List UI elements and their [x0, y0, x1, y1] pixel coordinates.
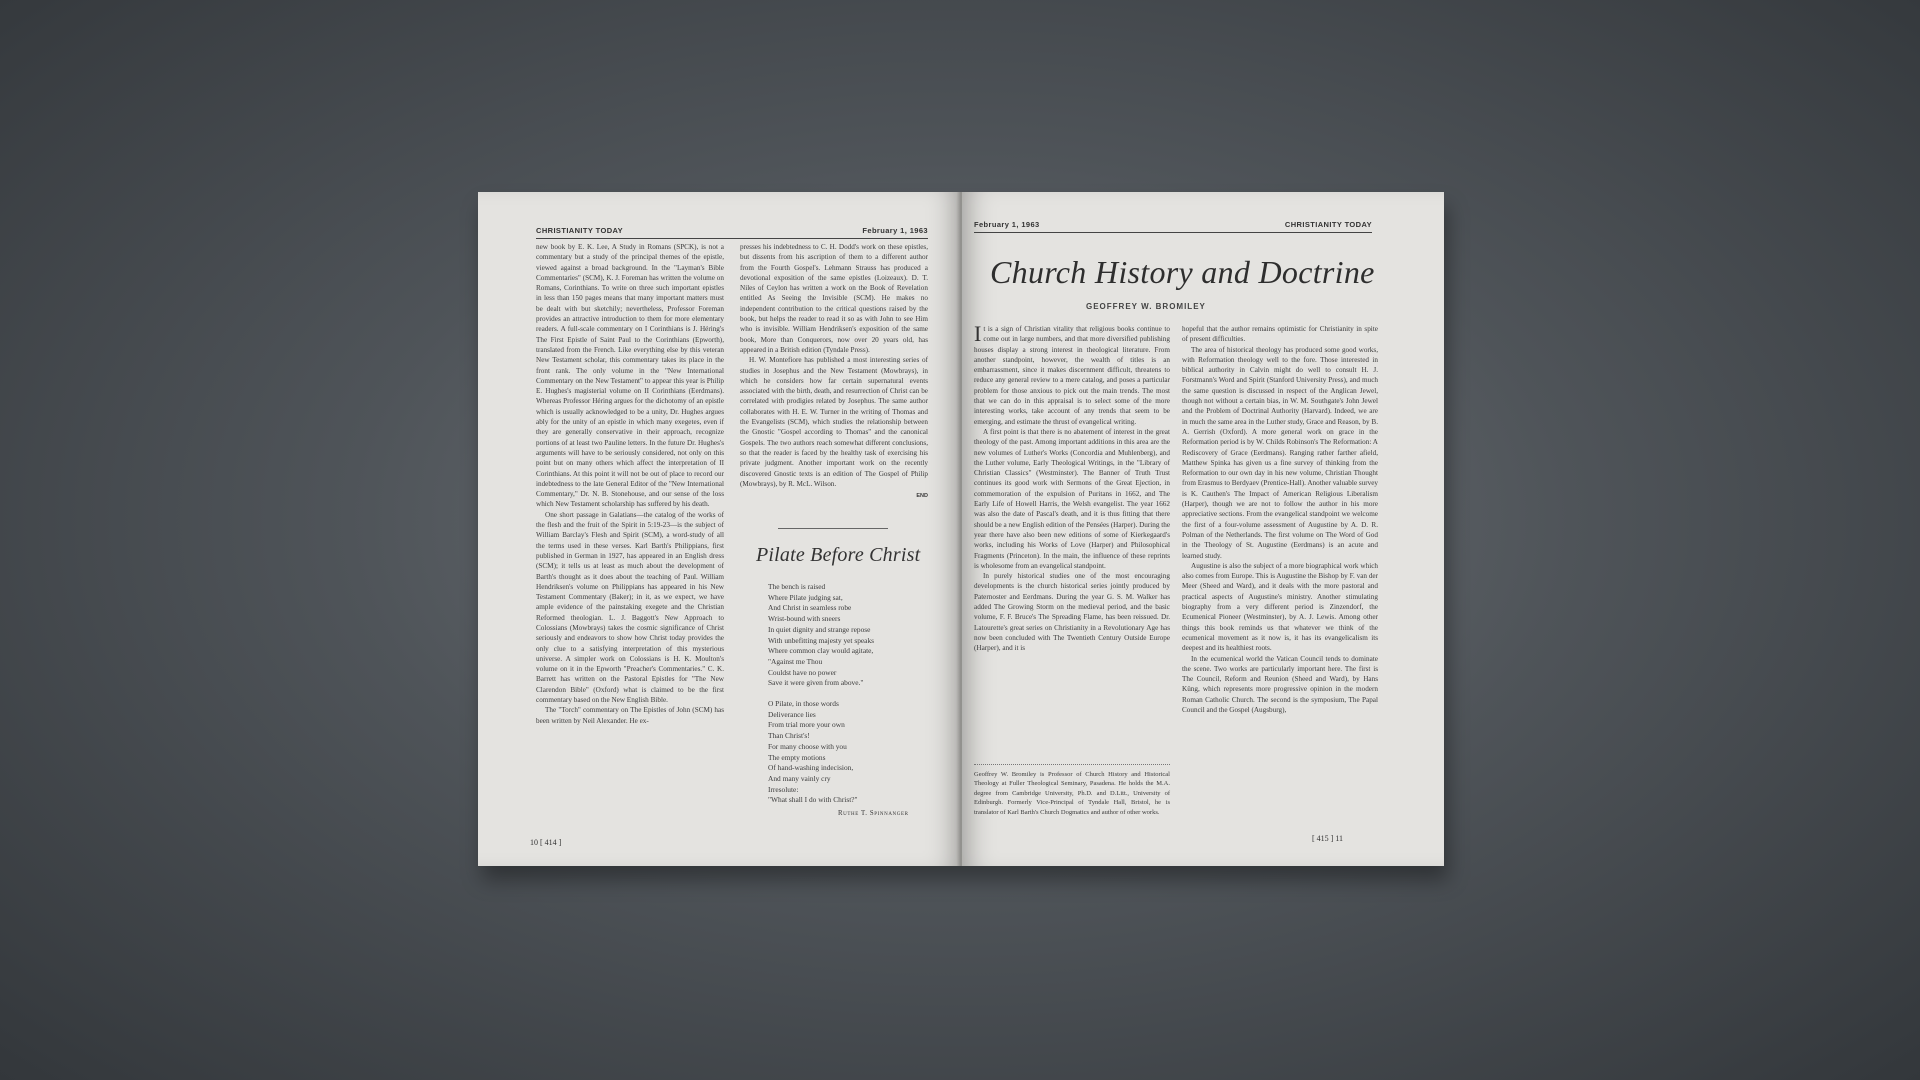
poem-line: And Christ in seamless robe [768, 603, 852, 613]
right-col2-para: The area of historical theology has produced some good works, with Reformation theology well to the fore. Those interested in biblical authority in Calvin might do well to consult H. J. Forstmann's Word and Spirit (Stanford University Press), and much the same question is discussed in respect of the Anglican Jewel, though not without a certain bias, in W. M. Southgate's John Jewel and the Problem of Doctrinal Authority (Harvard). Indeed, we are in much the same area in the Luther study, Grace and Reason, by B. A. Gerrish (Oxford). A more general work on grace in the Reformation period is by W. Childs Robinson's The Reformation: A Rediscovery of Grace (Eerdmans). Ranging rather farther afield, Matthew Spinka has given us a fine survey of thinking from the Reformation to our own day in his new volume, Christian Thought from Erasmus to Berdyaev (Prentice-Hall). Another valuable survey is K. Cauthen's The Impact of American Religious Liberalism (Harper), though we are not to follow the author in his more appreciative sections. From the evangelical standpoint we welcome the first of a four-volume assessment of Augustine by A. D. R. Polman of the Netherlands. The first volume on The Word of God in the Theology of St. Augustine (Eerdmans) is an acute and learned study. [1182, 345, 1378, 560]
poem-line: In quiet dignity and strange repose [768, 624, 871, 634]
poem-separator-rule [778, 528, 888, 529]
left-page [478, 192, 960, 866]
poem-line: Save it were given from above." [768, 678, 864, 688]
poem-line: For many choose with you [768, 741, 847, 751]
left-column-2 [740, 242, 928, 500]
article-byline: GEOFFREY W. BROMILEY [1086, 302, 1206, 311]
right-running-head-magazine: CHRISTIANITY TODAY [1284, 220, 1372, 229]
right-col2-para: hopeful that the author remains optimistic for Christianity in spite of present difficulties. [1182, 325, 1378, 344]
left-col1-para: One short passage in Galatians—the catalog of the works of the flesh and the fruit of the Spirit in 5:19-23—is the subject of William Barclay's Flesh and Spirit (SCM), a word-study of all the terms used in these verses. Karl Barth's Philippians, first published in German in 1927, has appeared in an English dress (SCM); it tells us at least as much about the development of Barth's thought as it does about the teaching of Paul. William Hendriksen's volume on Philippians has appeared in his New Testament Commentary (Baker); in it, as we expect, we have ample evidence of the painstaking exegete and the Christian Reformed theologian. L. J. Baggott's New Approach to Colossians (Mowbrays) takes the cosmic significance of Christ seriously and endeavors to show how Christ today provides the only clue to a satisfying interpretation of this mysterious universe. A simpler work on Colossians is H. K. Moulton's volume on it in the Epworth "Preacher's Commentaries." C. K. Barrett has written on the Pastoral Epistles for "The New Clarendon Bible" (Oxford) what is claimed to be the first commentary based on the New English Bible. [536, 510, 724, 705]
author-bio: Geoffrey W. Bromiley is Professor of Church History and Historical Theology at Fuller Theological Seminary, Pasadena. He holds the M.A. degree from Cambridge University, Ph.D. and D.Litt., University of Edinburgh. Formerly Vice-Principal of Tyndale Hall, Bristol, he is translator of Karl Barth's Church Dogmatics and author of other works. [974, 771, 1170, 816]
right-column-1 [974, 321, 1171, 734]
poem-line: "What shall I do with Christ?" [768, 795, 858, 805]
right-page [962, 192, 1444, 866]
poem-line: Where common clay would agitate, [768, 646, 874, 656]
right-col1-para: In purely historical studies one of the most encouraging developments is the church historical series jointly produced by Paternoster and Eerdmans. During the year G. S. M. Walker has added The Growing Storm on the medieval period, and the basic volume, F. F. Bruce's The Spreading Flame, has been reissued. Dr. Latourette's great series on Christianity in a Revolutionary Age has now been concluded with The Twentieth Century Outside Europe (Harper), and it is [974, 572, 1170, 653]
left-col1-para: new book by E. K. Lee, A Study in Romans (SPCK), is not a commentary but a study of the principal themes of the epistle, viewed against a broad background. In the "Layman's Bible Commentaries" (SCM), K. J. Foreman has written the volume on Romans, Corinthians. To write on three such important epistles in less than 150 pages means that many important matters must be dealt with but sketchily; nevertheless, Professor Foreman provides an attractive introduction to them for more elementary readers. A full-scale commentary on I Corinthians is J. Héring's The First Epistle of Saint Paul to the Corinthians (Epworth), translated from the French. Like everything else by this veteran New Testament scholar, this commentary takes its place in the front rank. The only volume in the "New International Commentary on the New Testament" to appear this year is Philip E. Hughes's magisterial volume on II Corinthians (Eerdmans). Whereas Professor Héring argues for the dichotomy of an epistle which is usually acknowledged to be a unity, Dr. Hughes argues ably for the unity of an epistle in which many exegetes, even if they are generally conservative in their approach, recognize portions of at least two Pauline letters. In the future Dr. Hughes's arguments will have to be seriously considered, not only on this point but on many others which affect the interpretation of II Corinthians. At this point it will not be out of place to record our indebtedness to the late General Editor of the "New International Commentary," Dr. N. B. Stonehouse, and our sense of the loss which New Testament scholarship has suffered by his death. [536, 243, 724, 509]
right-folio: [ 415 ] 11 [1312, 834, 1344, 843]
left-running-head-magazine: CHRISTIANITY TODAY [536, 226, 624, 235]
right-col2-para: In the ecumenical world the Vatican Council tends to dominate the scene. Two works are particularly important here. The first is The Council, Reform and Reunion (Sheed and Ward), by Hans Küng, which represents more progressive opinion in the modern Roman Catholic Church. The second is the symposium, The Papal Council and the Gospel (Augsburg), [1182, 654, 1378, 714]
poem-title: Pilate Before Christ [756, 544, 921, 566]
poem-line: Of hand-washing indecision, [768, 763, 854, 773]
article-title: Church History and Doctrine [990, 254, 1375, 290]
right-col1-para: A first point is that there is no abatement of interest in the great theology of the past. Among important additions in this area are the new volumes of Luther's Works (Concordia and Muhlenberg), and the Luther volume, Early Theological Writings, in the "Library of Christian Classics" (Westminster). The Banner of Truth Trust continues its good work with Sermons of the Great Ejection, in commemoration of the expulsion of Puritans in 1662, and The Early Life of Howell Harris, the Welsh evangelist. The year 1662 was also the date of Pascal's death, and it is thus fitting that there should be a new English edition of the Pensées (Harper). During the year there have also been new editions of some of Kierkegaard's works, including his Works of Love (Harper) and Philosophical Fragments (Princeton). In the main, the influence of these reprints is wholesome from an evangelical standpoint. [974, 427, 1171, 570]
right-running-head [974, 220, 1372, 233]
poem-line: Deliverance lies [768, 709, 816, 719]
poem-line: Wrist-bound with sneers [768, 614, 841, 624]
left-column-1 [536, 242, 724, 842]
right-col2-para: Augustine is also the subject of a more biographical work which also comes from Europe. This is Augustine the Bishop by F. van der Meer (Sheed and Ward), and it deals with the more pastoral and practical aspects of Augustine's ministry. Another stimulating biography from a very different period is Zinzendorf, the Ecumenical Pioneer (Westminster), by A. J. Lewis. Among other things this book reminds us that whatever we think of the ecumenical movement as it now is, it has its evangelicalism its deepest and its healthiest roots. [1182, 561, 1378, 653]
poem-line: O Pilate, in those words [768, 699, 839, 709]
magazine-spread [478, 192, 1444, 870]
left-running-head [536, 226, 928, 239]
poem-line: Irresolute: [768, 784, 799, 794]
right-col1-para [974, 321, 1170, 427]
poem-body [768, 582, 938, 806]
left-col2-para: H. W. Montefiore has published a most interesting series of studies in Josephus and the New Testament (Mowbrays), in which he considers how far certain supernatural events associated with the birth, death, and resurrection of Christ can be correlated with prodigies related by Josephus. The same author collaborates with H. E. W. Turner in the writing of Thomas and the Evangelists (SCM), which studies the relationship between the Gnostic "Gospel according to Thomas" and the canonical Gospels. The two authors reach somewhat different conclusions, so that the reader is faced by the healthy task of exercising his private judgment. Another important work on the recently discovered Gnostic texts is an edition of The Gospel of Philip (Mowbrays), by R. McL. Wilson. [740, 356, 928, 488]
poem-line: The empty motions [768, 752, 826, 762]
right-running-head-date: February 1, 1963 [974, 220, 1040, 229]
drop-cap: I [974, 321, 982, 346]
left-folio: 10 [ 414 ] [530, 838, 562, 847]
right-column-2 [1182, 324, 1378, 829]
poem-line: Where Pilate judging sat, [768, 592, 843, 602]
left-col1-para: The "Torch" commentary on The Epistles of John (SCM) has been written by Neil Alexander. He ex- [536, 706, 724, 725]
left-col2-para: presses his indebtedness to C. H. Dodd's work on these epistles, but dissents from his ascription of them to a different author from the Fourth Gospel's. Lehmann Strauss has produced a devotional exposition of the same epistles (Loizeaux). D. T. Niles of Ceylon has written a work on the Book of Revelation entitled As Seeing the Invisible (SCM). He makes no independent contribution to the critical questions raised by the book, but helps the reader to read it so as with John to see Him who is invisible. William Hendriksen's exposition of the same book, More than Conquerors, now over 20 years old, has appeared in a British edition (Tyndale Press). [740, 243, 928, 354]
poem-line: The bench is raised [768, 582, 826, 591]
poem-line: Than Christ's! [768, 731, 810, 741]
poem-line: Couldst have no power [768, 667, 837, 677]
poem-author: Ruthe T. Spinnanger [838, 810, 909, 817]
left-running-head-date: February 1, 1963 [862, 226, 928, 235]
poem-line: "Against me Thou [768, 656, 823, 666]
end-mark: END [916, 493, 928, 500]
bio-dotted-rule [974, 764, 1170, 765]
right-col1-para-text: t is a sign of Christian vitality that religious books continue to come out in large numbers, and that more diversified publishing houses display a strong interest in theological literature. From another standpoint, however, the wealth of titles is an embarrassment, since it makes discernment difficult, threatens to reduce any general review to a mere catalog, and poses a particular problem for those anxious to pick out the main trends. The most that we can do in this appraisal is to select some of the more interesting works, take account of any trends that seem to be emerging, and estimate the thrust of evangelical writing. [974, 325, 1170, 426]
poem-line: With unbefitting majesty yet speaks [768, 635, 875, 645]
poem-line: And many vainly cry [768, 773, 831, 783]
poem-line: From trial more your own [768, 720, 845, 730]
